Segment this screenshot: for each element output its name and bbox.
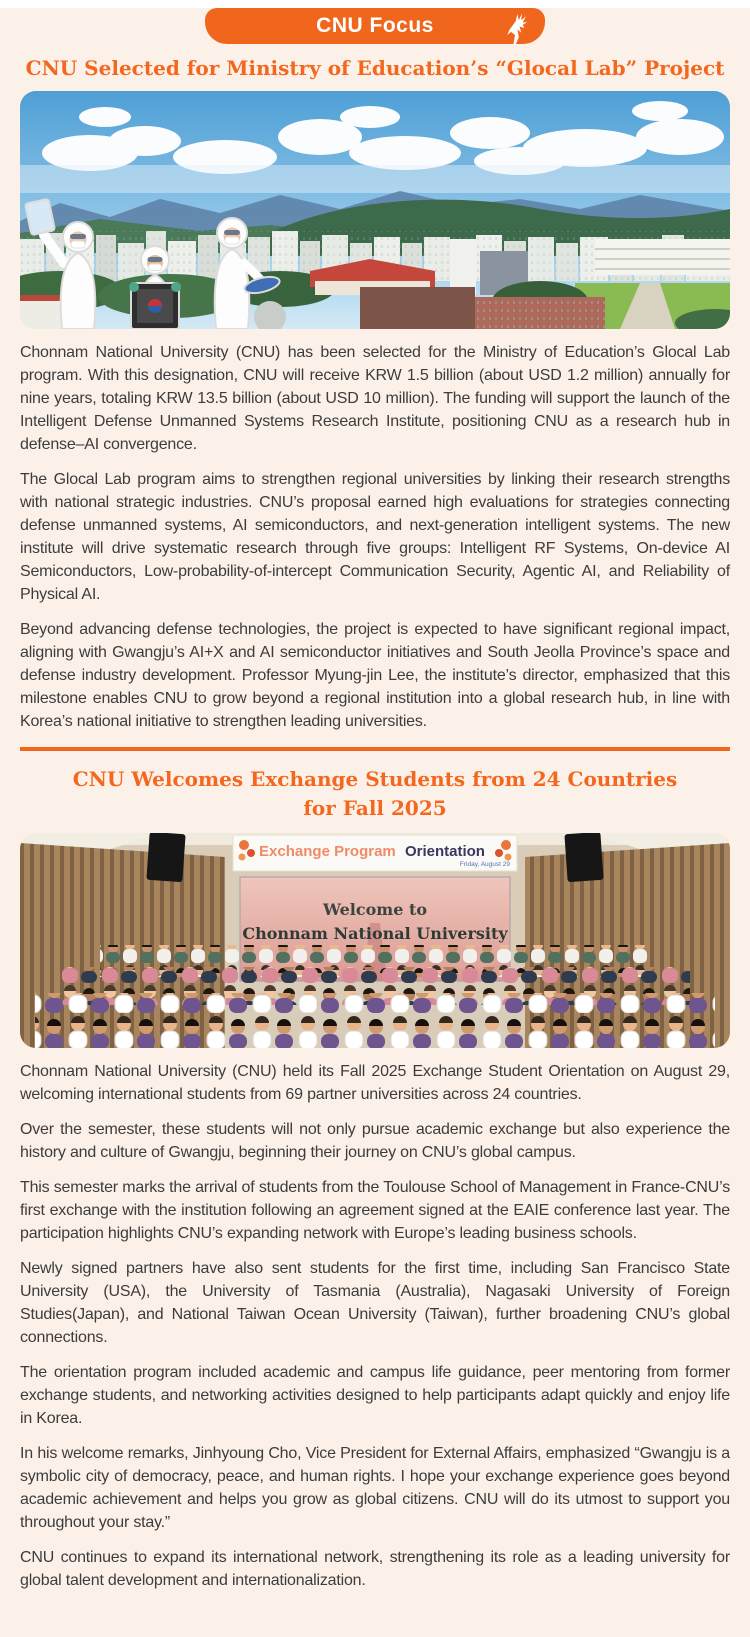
cnu-focus-tab [205,8,545,44]
article1-paragraph: Beyond advancing defense technologies, the project is expected to have significant regional impact, aligning with Gwangju’s AI+X and AI semiconductor initiatives and South Jeolla Province’s space and defense industry development. Professor Myung-jin Lee, the institute’s director, emphasized that this milestone enables CNU to grow beyond a regional institution into a global research hub, in line with Korea’s national initiative to strengthen leading universities. [20,621,730,730]
article2-paragraph: The orientation program included academic and campus life guidance, peer mentoring from former exchange students, and networking activities designed to help participants adapt quickly and enjoy life in Korea. [20,1364,730,1427]
speaker-right [564,833,603,882]
speaker-left [146,833,185,882]
article1-paragraph: Chonnam National University (CNU) has been selected for the Ministry of Education’s Glocal Lab program. With this designation, CNU will receive KRW 1.5 billion (about USD 1.2 million) annually for nine years, totaling KRW 13.5 billion (about USD 10 million). The funding will support the launch of the Intelligent Defense Unmanned Systems Research Institute, positioning CNU as a research hub in defense–AI convergence. [20,344,730,453]
screen-welcome-line1: Welcome to [322,900,428,919]
haze-band [20,165,730,193]
article2-title: CNU Welcomes Exchange Students from 24 Countries for Fall 2025 [72,767,678,820]
orientation-banner [233,835,517,871]
cnu-focus-label: CNU Focus [316,14,434,37]
banner-date: Friday, August 29 [459,861,510,868]
section-divider [20,747,730,751]
article1-title: CNU Selected for Ministry of Education’s “Glocal Lab” Project [25,56,725,80]
article2-paragraph: CNU continues to expand its international network, strengthening its role as a leading university for global talent development and internationalization. [20,1549,730,1589]
student-crowd [35,945,715,1048]
article1-paragraph: The Glocal Lab program aims to strengthen regional universities by linking their research strengths with national strategic industries. CNU’s proposal earned high evaluations for strategies connecting defense unmanned systems, AI semiconductors, and next-generation intelligent systems. The new institute will drive systematic research through five groups: Intelligent RF Systems, On-device AI Semiconductors, Low-probability-of-intercept Communication Security, Agentic AI, and Reliability of Physical AI. [20,471,730,603]
article2-paragraph: This semester marks the arrival of students from the Toulouse School of Management in France-CNU’s first exchange with the institution following an agreement signed at the EAIE conference last year. The participation highlights CNU’s expanding network with Europe’s leading business schools. [20,1179,730,1242]
campus-aerial-photo [20,91,730,329]
article2-paragraph: Over the semester, these students will not only pursue academic exchange but also experience the history and culture of Gwangju, beginning their journey on CNU’s global campus. [20,1121,730,1161]
orientation-photo [20,833,730,1048]
banner-title: Exchange Program Orientation [259,843,485,860]
top-white-strip [0,0,750,8]
deer-mascot-icon [501,11,529,45]
campus-aerial-illustration [20,91,730,329]
screen-welcome-line2: Chonnam National University [242,924,508,943]
orientation-illustration [20,833,730,1048]
article2-paragraph: In his welcome remarks, Jinhyoung Cho, Vice President for External Affairs, emphasized “Gwangju is a symbolic city of democracy, peace, and human rights. I hope your exchange experience goes beyond academic achievement and helps you grow as global citizens. CNU will do its utmost to support you throughout your stay.” [20,1445,730,1531]
article2-body [20,1060,730,1592]
article1-body [20,341,730,733]
article2-paragraph: Chonnam National University (CNU) held its Fall 2025 Exchange Student Orientation on August 29, welcoming international students from 69 partner universities across 24 countries. [20,1063,730,1103]
article2-paragraph: Newly signed partners have also sent students for the first time, including San Francisco State University (USA), the University of Tasmania (Australia), Nagasaki University of Foreign Studies(Japan), and National Taiwan Ocean University (Taiwan), further broadening CNU’s global connections. [20,1260,730,1346]
